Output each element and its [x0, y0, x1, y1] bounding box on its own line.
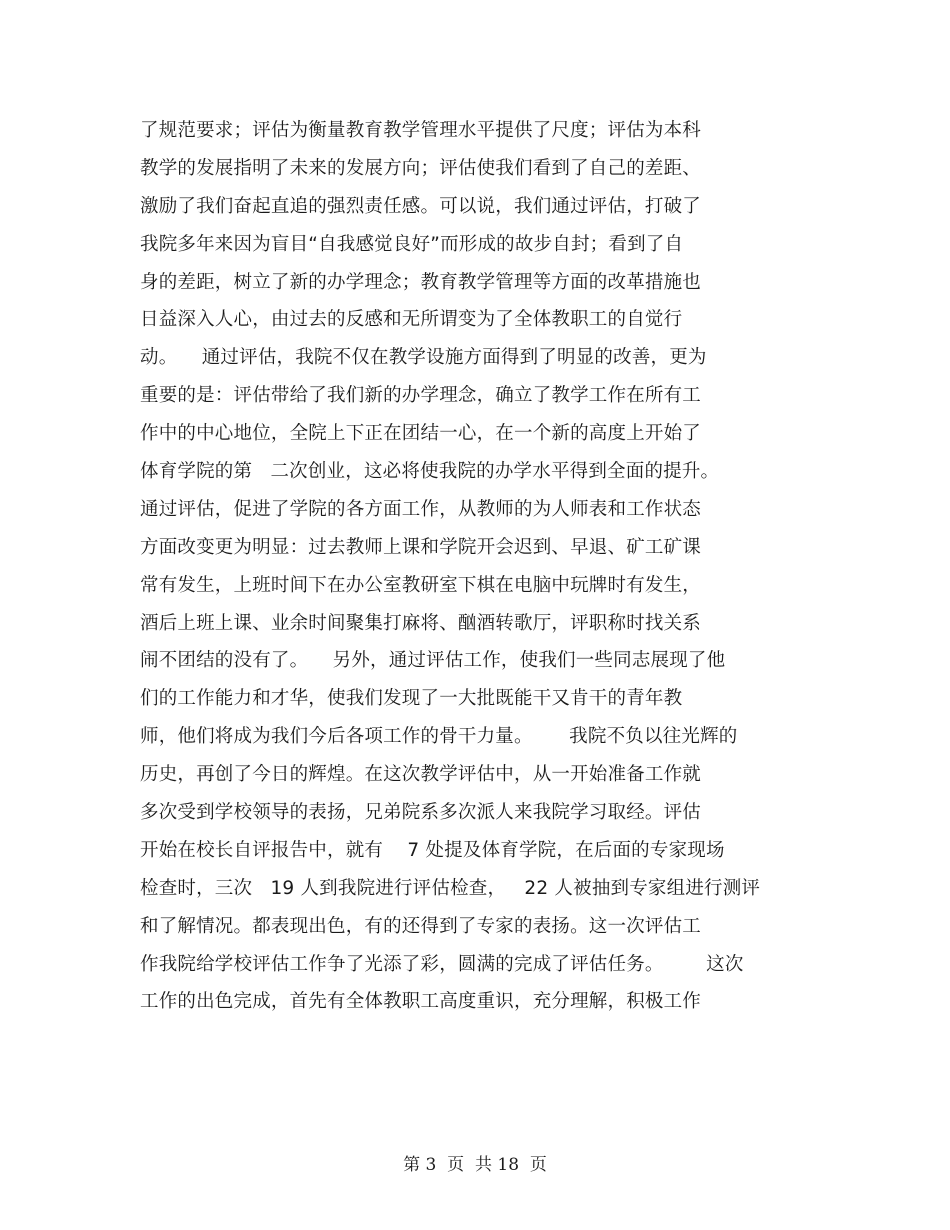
text-line: 身的差距，树立了新的办学理念；教育教学管理等方面的改革措施也	[140, 271, 702, 293]
text-line: 日益深入人心，由过去的反感和无所谓变为了全体教职工的自觉行	[140, 309, 683, 331]
text-line: 体育学院的第 二次创业，这必将使我院的办学水平得到全面的提升。	[140, 461, 720, 483]
text-line: 通过评估，促进了学院的各方面工作，从教师的为人师表和工作状态	[140, 498, 702, 520]
text-line: 和了解情况。都表现出色，有的还得到了专家的表扬。这一次评估工	[140, 915, 702, 937]
text-line: 教学的发展指明了未来的发展方向；评估使我们看到了自己的差距、	[140, 157, 702, 179]
text-line: 激励了我们奋起直追的强烈责任感。可以说，我们通过评估，打破了	[140, 195, 702, 217]
text-line: 检查时，三次 19 人到我院进行评估检查， 22 人被抽到专家组进行测评	[140, 877, 761, 899]
text-line: 了规范要求；评估为衡量教育教学管理水平提供了尺度；评估为本科	[140, 120, 702, 141]
text-line: 们的工作能力和才华，使我们发现了一大批既能干又肯干的青年教	[140, 688, 683, 710]
text-line: 开始在校长自评报告中，就有 7 处提及体育学院，在后面的专家现场	[140, 839, 725, 861]
text-line: 作中的中心地位，全院上下正在团结一心，在一个新的高度上开始了	[140, 423, 702, 445]
text-line: 作我院给学校评估工作争了光添了彩，圆满的完成了评估任务。 这次	[140, 953, 744, 975]
text-line: 我院多年来因为盲目“自我感觉良好”而形成的故步自封；看到了自	[140, 233, 684, 255]
text-line: 多次受到学校领导的表扬，兄弟院系多次派人来我院学习取经。评估	[140, 802, 702, 824]
text-line: 酒后上班上课、业余时间聚集打麻将、酗酒转歌厅，评职称时找关系	[140, 612, 702, 634]
text-line: 方面改变更为明显：过去教师上课和学院开会迟到、早退、矿工矿课	[140, 536, 702, 558]
text-line: 师，他们将成为我们今后各项工作的骨干力量。 我院不负以往光辉的	[140, 726, 738, 748]
body-text	[140, 112, 820, 1021]
text-line: 工作的出色完成，首先有全体教职工高度重识，充分理解，积极工作	[140, 991, 702, 1013]
text-line: 闹不团结的没有了。 另外，通过评估工作，使我们一些同志展现了他	[140, 650, 726, 672]
text-line: 重要的是：评估带给了我们新的办学理念，确立了教学工作在所有工	[140, 385, 702, 407]
text-line: 常有发生，上班时间下在办公室教研室下棋在电脑中玩牌时有发生，	[140, 574, 702, 596]
text-line: 历史，再创了今日的辉煌。在这次教学评估中，从一开始准备工作就	[140, 764, 702, 786]
page-number-footer: 第 3 页 共 18 页	[403, 1155, 547, 1175]
text-line: 动。 通过评估，我院不仅在教学设施方面得到了明显的改善，更为	[140, 347, 707, 369]
